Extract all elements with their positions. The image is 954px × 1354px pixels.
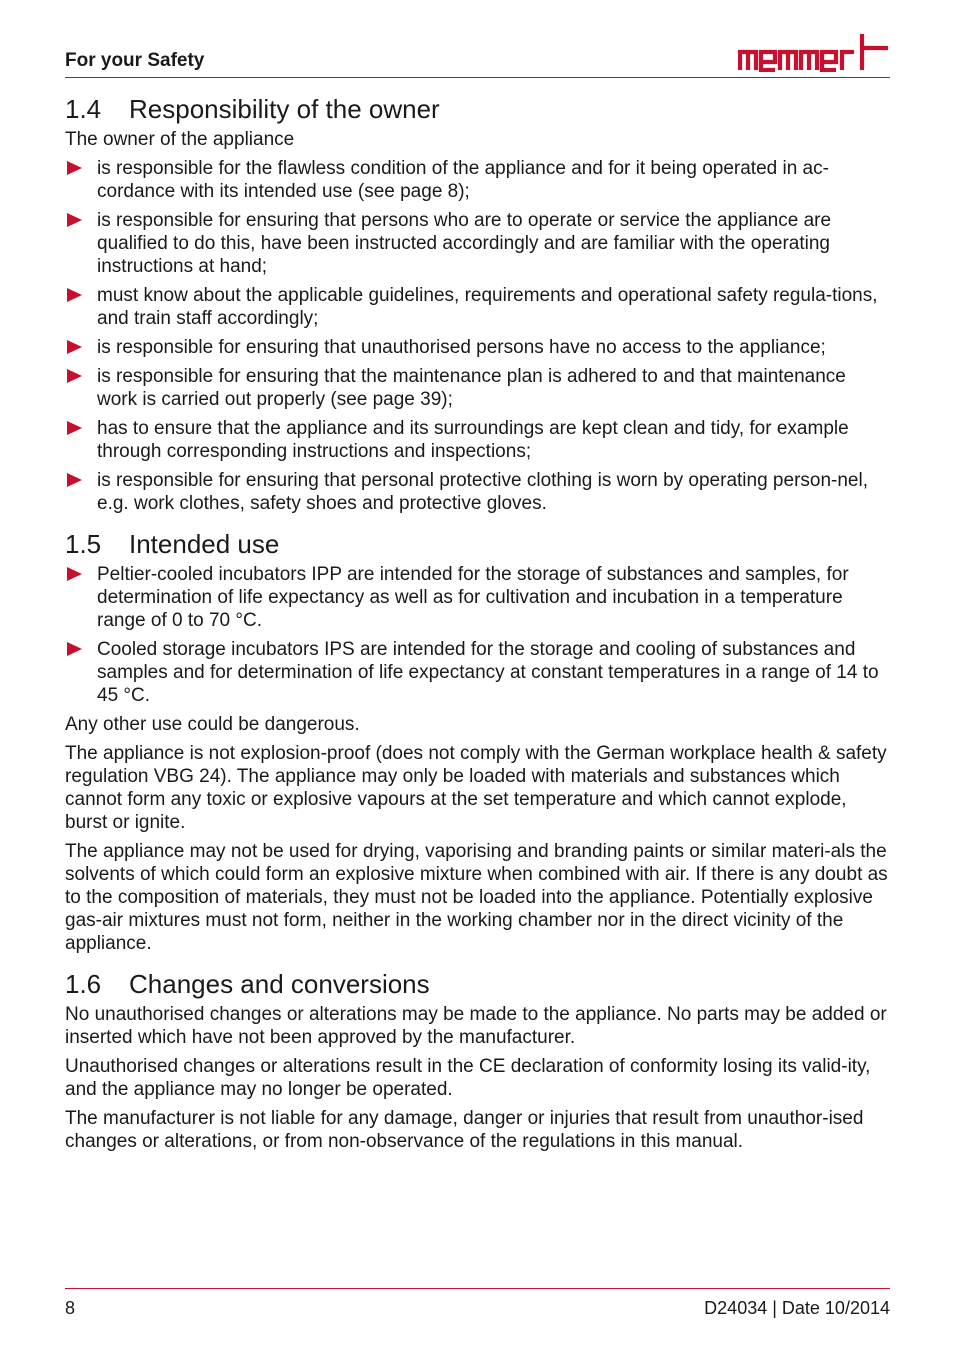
header-divider <box>65 77 890 78</box>
paragraph: Unauthorised changes or alterations result in the CE declaration of conformity losing its valid-ity, and the appliance may no longer be operated. <box>65 1056 871 1100</box>
list-item: is responsible for the flawless condition of the appliance and for it being operated in ac-cordance with its intended use (see page 8); <box>65 157 890 203</box>
section-responsibility <box>65 92 890 515</box>
document-id: D24034 | Date 10/2014 <box>704 1298 890 1318</box>
bullet-arrow-icon <box>67 567 82 581</box>
section-changes <box>65 967 890 1153</box>
section-intro: The owner of the appliance <box>65 129 295 150</box>
list-item: is responsible for ensuring that unauthorised persons have no access to the appliance; <box>65 336 890 359</box>
paragraph: The manufacturer is not liable for any damage, danger or injuries that result from unauthor-ised changes or alterations, or from non-observance of the regulations in this manual. <box>65 1108 864 1152</box>
paragraph: Any other use could be dangerous. <box>65 714 360 735</box>
section-intended-use <box>65 527 890 955</box>
list-item: has to ensure that the appliance and its surroundings are kept clean and tidy, for example through corresponding instructions and inspections; <box>65 417 890 463</box>
section-heading: 1.5 Intended use <box>65 529 280 559</box>
list-item: is responsible for ensuring that the maintenance plan is adhered to and that maintenance work is carried out properly (see page 39); <box>65 365 890 411</box>
footer-divider <box>65 1288 890 1289</box>
bullet-list <box>65 157 890 515</box>
paragraph: No unauthorised changes or alterations may be made to the appliance. No parts may be added or inserted which have not been approved by the manufacturer. <box>65 1004 887 1048</box>
bullet-arrow-icon <box>67 340 82 354</box>
bullet-arrow-icon <box>67 421 82 435</box>
bullet-list <box>65 563 890 707</box>
list-item: is responsible for ensuring that persons who are to operate or service the appliance are qualified to do this, have been instructed accordingly and are familiar with the operating instructions at hand; <box>65 209 890 278</box>
paragraph: The appliance may not be used for drying, vaporising and branding paints or similar materi-als the solvents of which could form an explosive mixture when combined with air. If there is any doubt as to the composition of materials, they must not be loaded into the appliance. Potentially explosive gas-air mixtures must not form, neither in the working chamber nor in the direct vicinity of the appliance. <box>65 841 888 954</box>
list-item: must know about the applicable guidelines, requirements and operational safety regula-tions, and train staff accordingly; <box>65 284 890 330</box>
bullet-arrow-icon <box>67 161 82 175</box>
bullet-arrow-icon <box>67 213 82 227</box>
bullet-arrow-icon <box>67 288 82 302</box>
list-item: is responsible for ensuring that personal protective clothing is worn by operating person-nel, e.g. work clothes, safety shoes and protective gloves. <box>65 469 890 515</box>
bullet-arrow-icon <box>67 642 82 656</box>
page-number: 8 <box>65 1298 76 1318</box>
section-heading: 1.6 Changes and conversions <box>65 969 430 999</box>
bullet-arrow-icon <box>67 369 82 383</box>
page-content <box>65 88 890 1159</box>
bullet-arrow-icon <box>67 473 82 487</box>
memmert-logo <box>738 32 890 72</box>
list-item: Cooled storage incubators IPS are intended for the storage and cooling of substances and samples and for determination of life expectancy at constant temperatures in a range of 14 to 45 °C. <box>65 638 890 707</box>
section-heading: 1.4 Responsibility of the owner <box>65 94 440 124</box>
paragraph: The appliance is not explosion-proof (does not comply with the German workplace health & safety regulation VBG 24). The appliance may only be loaded with materials and substances which cannot form any toxic or explosive vapours at the set temperature and which cannot explode, burst or ignite. <box>65 743 887 833</box>
list-item: Peltier-cooled incubators IPP are intended for the storage of substances and samples, for determination of life expectancy as well as for cultivation and incubation in a temperature range of 0 to 70 °C. <box>65 563 890 632</box>
header-title: For your Safety <box>65 50 205 71</box>
